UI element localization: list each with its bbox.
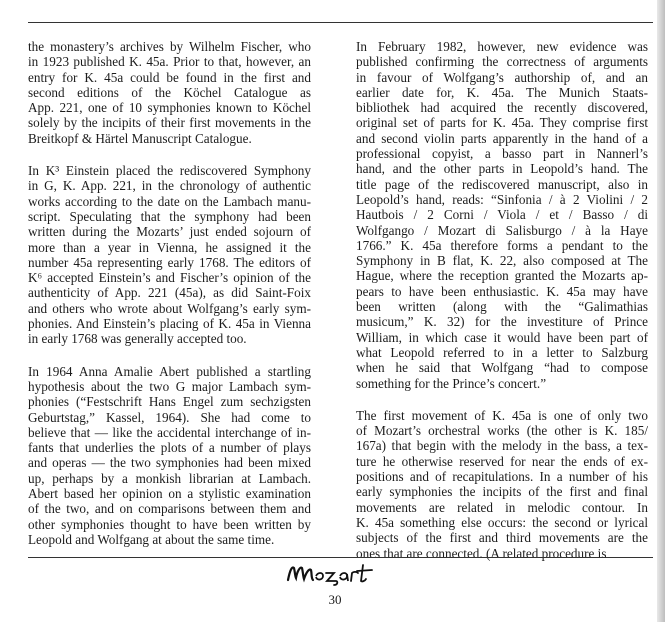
page-edge-shadow [657,0,665,622]
text-line: entry for K. 45a could be found in the first and [28,69,311,85]
text-line: Leopold and Wolfgang at about the same time. [28,531,275,547]
text-line: written during the Mozarts’ just ended sojourn of [28,224,311,240]
text-line: Breitkopf & Härtel Manuscript Catalogue. [28,130,252,146]
paragraph [28,364,311,548]
text-line: Symphony in B flat, K. 22, also composed at The [356,253,648,269]
text-line: musicum,” K. 32) for the investiture of Prince [356,314,648,330]
mozart-signature-logo [280,560,380,586]
text-line: ones that are connected. (A related procedure is [356,545,607,561]
left-column [28,39,311,564]
text-line: K⁶ accepted Einstein’s and Fischer’s opinion of the [28,270,311,286]
text-line: and others who wrote about Wolfgang’s early sym- [28,300,311,316]
text-line: other symphonies thought to have been written by [28,516,311,532]
text-line: number 45a representing early 1768. The editors of [28,254,311,270]
text-line: subjects of the first and third movements are the [356,530,648,546]
text-line: Abert based her opinion on a stylistic examination [28,486,311,502]
text-line: up, perhaps by a monkish librarian at Lambach. [28,470,311,486]
text-line: title page of the rediscovered manuscript, also in [356,176,648,192]
text-line: early symphonies the incipits of the first and final [356,484,648,500]
text-line: movements are related in melodic contour. In [356,499,648,515]
text-line: fants that underlies the plots of a number of plays [28,440,311,456]
text-line: published confirming the correctness of arguments [356,54,648,70]
text-line: In K³ Einstein placed the rediscovered Symphony [28,163,311,179]
text-line: the monastery’s archives by Wilhelm Fischer, who [28,39,311,54]
text-line: believe that — like the accidental interchange of in- [28,424,311,440]
text-line: Leopold’s hand, reads: “Sinfonia / à 2 Violini / 2 [356,191,648,207]
text-line: bibliothek had acquired the recently discovered, [356,100,648,116]
text-line: in early 1768 was generally accepted too. [28,331,247,347]
text-line: App. 221, one of 10 symphonies known to Köchel [28,100,311,116]
text-line: when he said that Wolfgang “had to compose [356,360,648,376]
paragraph [356,408,648,561]
right-column [356,39,648,578]
text-line: K. 45a something else occurs: the second or lyrical [356,514,648,530]
text-line: more than a year in Vienna, he assigned it the [28,239,311,255]
text-line: positions and of recapitulations. In a number of his [356,469,648,485]
text-line: and operas — the two symphonies had been mixed [28,455,311,471]
text-line: professional copyist, a basso part in Nannerl’s [356,146,648,162]
text-line: Geburtstag,” Kassel, 1964). She had come to [28,409,311,425]
text-line: in 1923 published K. 45a. Prior to that, however, an [28,54,311,70]
text-line: something for the Prince’s concert.” [356,375,547,391]
text-line: pears to have been enthusiastic. K. 45a may have [356,283,648,299]
top-rule [28,22,653,23]
text-line: of the two, and on comparisons between them and [28,501,311,517]
text-line: earlier date for, K. 45a. The Munich Staats- [356,84,648,100]
text-line: 1766.” K. 45a therefore forms a pendant to the [356,237,648,253]
text-line: been written (along with the “Galimathias [356,299,648,315]
text-line: what Leopold referred to in a letter to Salzburg [356,344,648,360]
text-line: Hague, where the reception granted the Mozarts ap- [356,268,648,284]
text-line: In February 1982, however, new evidence was [356,39,648,54]
bottom-rule [28,557,653,558]
text-line: works according to the date on the Lambach manu- [28,193,311,209]
text-line: Wolfgango / Mozart di Salisburgo / à la Haye [356,222,648,238]
text-line: of Mozart’s orchestral works (the other is K. 185/ [356,423,648,439]
text-line: phonies. And Einstein’s placing of K. 45a in Vienna [28,316,311,332]
text-line: and second violin parts apparently in the hand of a [356,130,648,146]
text-line: solely by the incipits of their first movements in the [28,115,311,131]
text-line: In 1964 Anna Amalie Abert published a startling [28,363,311,379]
paragraph [28,163,311,347]
page-number: 30 [328,592,342,607]
text-line: second editions of the Köchel Catalogue as [28,84,311,100]
text-line: hand, and the other parts in Leopold’s hand. The [356,161,648,177]
text-line: script. Speculating that the symphony had been [28,208,311,224]
text-line: 167a) that begin with the melody in the bass, a tex- [356,438,648,454]
text-line: in favour of Wolfgang’s authorship of, and an [356,69,648,85]
text-line: William, in which case it would have been part of [356,329,648,345]
text-line: authenticity of App. 221 (45a), as did Saint-Foix [28,285,311,301]
paragraph [356,39,648,391]
text-line: hypothesis about the two G major Lambach sym- [28,378,311,394]
paragraph [28,39,311,146]
text-line: phonies (“Festschrift Hans Engel zum sechzigsten [28,394,311,410]
text-line: ture he otherwise reserved for near the ends of ex- [356,453,648,469]
text-line: Hautbois / 2 Corni / Viola / et / Basso / di [356,207,648,223]
text-line: original set of parts for K. 45a. They comprise first [356,115,648,131]
text-line: in G, K. App. 221, in the chronology of authentic [28,178,311,194]
text-line: The first movement of K. 45a is one of only two [356,407,648,423]
